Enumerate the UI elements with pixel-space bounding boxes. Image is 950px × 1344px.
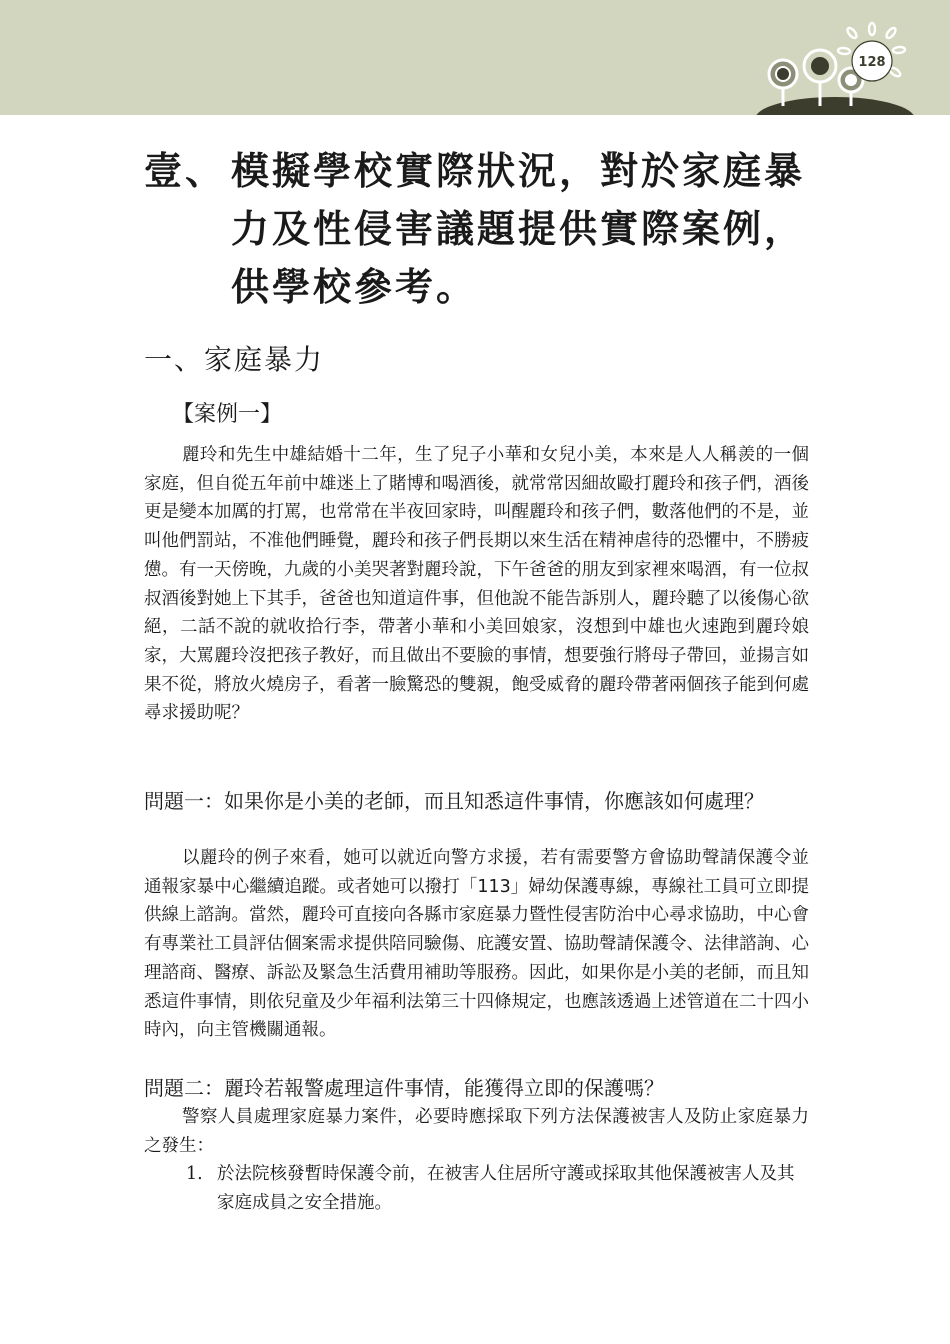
question-two-answer: 警察人員處理家庭暴力案件，必要時應採取下列方法保護被害人及防止家庭暴力之發生： — [144, 1107, 809, 1156]
chapter-title-text: 模擬學校實際狀況，對於家庭暴力及性侵害議題提供實際案例，供學校參考。 — [231, 149, 806, 309]
question-two-title: 問題二：麗玲若報警處理這件事情，能獲得立即的保護嗎？ — [144, 1076, 664, 1100]
case-paragraph: 麗玲和先生中雄結婚十二年，生了兒子小華和女兒小美，本來是人人稱羨的一個家庭，但自從五年前中雄迷上了賭博和喝酒後，就常常因細故毆打麗玲和孩子們，酒後更是變本加厲的打罵，也常常在半夜回家時，叫醒麗玲和孩子們，數落他們的不是，並叫他們罰站，不准他們睡覺，麗玲和孩子們長期以來生活在精神虐待的恐懼中，不勝疲憊。有一天傍晚，九歲的小美哭著對麗玲說，下午爸爸的朋友到家裡來喝酒，有一位叔叔酒後對她上下其手，爸爸也知道這件事，但他說不能告訴別人，麗玲聽了以後傷心欲絕，二話不說的就收拾行李，帶著小華和小美回娘家，沒想到中雄也火速跑到麗玲娘家，大罵麗玲沒把孩子教好，而且做出不要臉的事情，想要強行將母子帶回，並揚言如果不從，將放火燒房子，看著一臉驚恐的雙親，飽受威脅的麗玲帶著兩個孩子能到何處尋求援助呢？ — [144, 445, 809, 724]
chapter-title — [144, 142, 824, 316]
chapter-number: 壹、 — [144, 149, 227, 193]
question-one-answer: 以麗玲的例子來看，她可以就近向警方求援，若有需要警方會協助聲請保護令並通報家暴中心繼續追蹤。或者她可以撥打「113」婦幼保護專線，專線社工員可立即提供線上諮詢。當然，麗玲可直接向各縣市家庭暴力暨性侵害防治中心尋求協助，中心會有專業社工員評估個案需求提供陪同驗傷、庇護安置、協助聲請保護令、法律諮詢、心理諮商、醫療、訴訟及緊急生活費用補助等服務。因此，如果你是小美的老師，而且知悉這件事情，則依兒童及少年福利法第三十四條規定，也應該透過上述管道在二十四小時內，向主管機關通報。 — [144, 848, 809, 1041]
case-title: 【案例一】 — [172, 402, 283, 427]
page-number-badge-icon — [755, 14, 915, 115]
list-item-text: 於法院核發暫時保護令前，在被害人住居所守護或採取其他保護被害人及其家庭成員之安全措施。 — [217, 1164, 795, 1213]
page-number: 128 — [858, 55, 886, 70]
list-item-marker: 1. — [186, 1164, 203, 1184]
list-item — [186, 1160, 806, 1217]
question-one-title: 問題一：如果你是小美的老師，而且知悉這件事情，你應該如何處理？ — [144, 789, 764, 813]
section-title: 一、家庭暴力 — [144, 343, 325, 376]
